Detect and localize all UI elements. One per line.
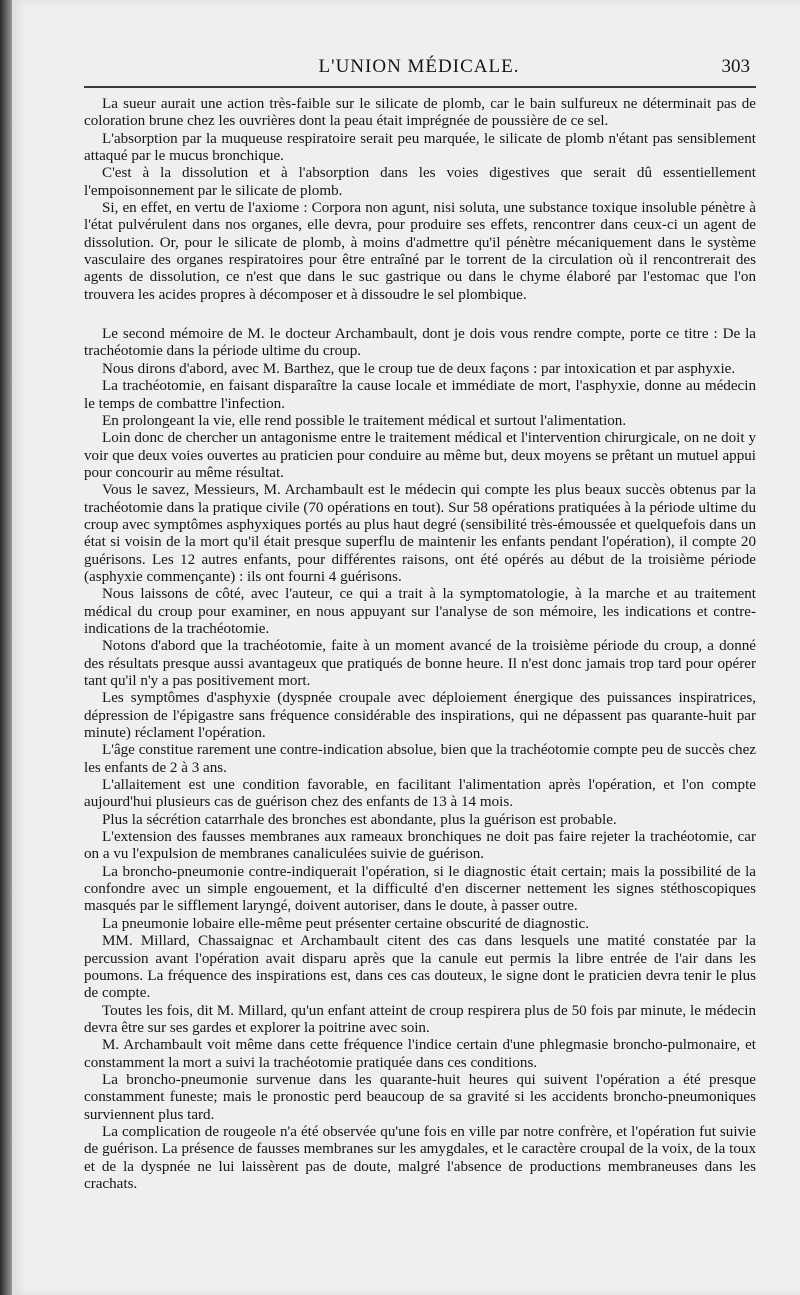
paragraph: Loin donc de chercher un antagonisme entre le traitement médical et l'intervention chirurgicale, on ne doit y voir que deux voies ouvertes au praticien pour conduire au même but, deux moyens se prêtant un mutuel appui pour concourir au même résultat. xyxy=(84,430,756,481)
paragraph: Toutes les fois, dit M. Millard, qu'un enfant atteint de croup respirera plus de 50 fois par minute, le médecin devra être sur ses gardes et explorer la poitrine avec soin. xyxy=(84,1002,756,1036)
paragraph: En prolongeant la vie, elle rend possible le traitement médical et surtout l'alimentation. xyxy=(102,412,627,429)
paragraph: Nous dirons d'abord, avec M. Barthez, que le croup tue de deux façons : par intoxication et par asphyxie. xyxy=(102,360,736,377)
paragraph: La broncho-pneumonie contre-indiquerait l'opération, si le diagnostic était certain; mais la possibilité de la confondre avec un simple engouement, et la difficulté d'en discerner nettement les signes stéthoscopiques masqués par le sifflement laryngé, doivent autoriser, dans le doute, à passer outre. xyxy=(84,863,756,915)
paragraph: Plus la sécrétion catarrhale des bronches est abondante, plus la guérison est probable. xyxy=(102,811,617,828)
paragraph: Vous le savez, Messieurs, M. Archambault est le médecin qui compte les plus beaux succès obtenus par la trachéotomie dans la pratique civile (70 opérations en tout). Sur 58 opérations pratiquées à la période ultime du croup avec symptômes asphyxiques portés au plus haut degré (sensibilité très-émoussée et quelquefois dans un état si voisin de la mort qu'il était presque superflu de maintenir les enfants pendant l'opération), il compte 20 guérisons. Les 12 autres enfants, pour différentes raisons, ont été opérés au début de la troisième période (asphyxie commençante) : ils ont fourni 4 guérisons. xyxy=(84,482,756,585)
page-number: 303 xyxy=(721,56,750,77)
paragraph: MM. Millard, Chassaignac et Archambault citent des cas dans lesquels une matité constatée par la percussion avant l'opération avait disparu après que la canule eut permis la libre entrée de l'air dans les poumons. La fréquence des inspirations est, dans ces cas douteux, le signe dont le praticien devra tenir le plus de compte. xyxy=(84,933,756,1002)
paragraph: C'est à la dissolution et à l'absorption dans les voies digestives que serait dû essentiellement l'empoisonnement par le silicate de plomb. xyxy=(84,165,756,199)
paragraph: L'âge constitue rarement une contre-indication absolue, bien que la trachéotomie compte peu de succès chez les enfants de 2 à 3 ans. xyxy=(84,742,756,776)
book-spine-shadow xyxy=(0,0,12,1295)
paragraph: La broncho-pneumonie survenue dans les quarante-huit heures qui suivent l'opération a été presque constamment funeste; mais le pronostic perd beaucoup de sa gravité si les accidents broncho-pneumoniques surviennent plus tard. xyxy=(84,1071,756,1123)
paragraph: M. Archambault voit même dans cette fréquence l'indice certain d'une phlegmasie broncho-pulmonaire, et constamment la mort a suivi la trachéotomie pratiquée dans ces conditions. xyxy=(84,1037,756,1071)
paragraph: La pneumonie lobaire elle-même peut présenter certaine obscurité de diagnostic. xyxy=(102,915,589,932)
paragraph: Le second mémoire de M. le docteur Archambault, dont je dois vous rendre compte, porte ce titre : De la trachéotomie dans la période ultime du croup. xyxy=(84,326,756,360)
running-title: L'UNION MÉDICALE. xyxy=(318,56,520,77)
paragraph: L'extension des fausses membranes aux rameaux bronchiques ne doit pas faire rejeter la trachéotomie, car on a vu l'expulsion de membranes canaliculées suivie de guérison. xyxy=(84,829,756,863)
paragraph: La trachéotomie, en faisant disparaître la cause locale et immédiate de mort, l'asphyxie, donne au médecin le temps de combattre l'infection. xyxy=(84,378,756,412)
paragraph: Si, en effet, en vertu de l'axiome : Corpora non agunt, nisi soluta, une substance toxique insoluble pénètre à l'état pulvérulent dans nos organes, elle devra, pour produire ses effets, rencontrer dans ceux-ci un agent de dissolution. Or, pour le silicate de plomb, à moins d'admettre qu'il pénètre mécaniquement dans le système vasculaire des organes respiratoires pour être entraîné par le torrent de la circulation où il rencontrerait des agents de dissolution, ce n'est que dans le suc gastrique ou dans le chyme élaboré par l'estomac que l'on trouvera les acides propres à décomposer et à dissoudre le sel plombique. xyxy=(84,200,756,303)
paragraph: La sueur aurait une action très-faible sur le silicate de plomb, car le bain sulfureux ne déterminait pas de coloration brune chez les ouvrières dont la peau était imprégnée de poussière de ce sel. xyxy=(84,96,756,130)
paragraph: L'allaitement est une condition favorable, en facilitant l'alimentation après l'opération, et l'on compte aujourd'hui plusieurs cas de guérison chez des enfants de 13 à 14 mois. xyxy=(84,777,756,811)
paragraph: Nous laissons de côté, avec l'auteur, ce qui a trait à la symptomatologie, à la marche et au traitement médical du croup pour examiner, en nous appuyant sur l'analyse de son mémoire, les indications et contre-indications de la trachéotomie. xyxy=(84,586,756,637)
paragraph: L'absorption par la muqueuse respiratoire serait peu marquée, le silicate de plomb n'étant pas sensiblement attaqué par le mucus bronchique. xyxy=(84,130,756,165)
header-rule xyxy=(84,86,756,88)
paragraph: Notons d'abord que la trachéotomie, faite à un moment avancé de la troisième période du croup, a donné des résultats presque aussi avantageux que pratiqués de bonne heure. Il n'est donc jamais trop tard pour opérer tant qu'il n'y a pas positivement mort. xyxy=(84,638,756,689)
paragraph: Les symptômes d'asphyxie (dyspnée croupale avec déploiement énergique des puissances inspiratrices, dépression de l'épigastre sans fréquence considérable des inspirations, qui ne dépassent pas quarante-huit par minute) réclament l'opération. xyxy=(84,690,756,742)
article-body xyxy=(84,96,756,1193)
page-header xyxy=(84,54,754,84)
paragraph: La complication de rougeole n'a été observée qu'une fois en ville par notre confrère, et l'opération fut suivie de guérison. La présence de fausses membranes sur les amygdales, et le caractère croupal de la voix, de la toux et de la dyspnée ne lui laissèrent pas de doute, malgré l'absence de productions membraneuses dans les crachats. xyxy=(84,1123,756,1192)
